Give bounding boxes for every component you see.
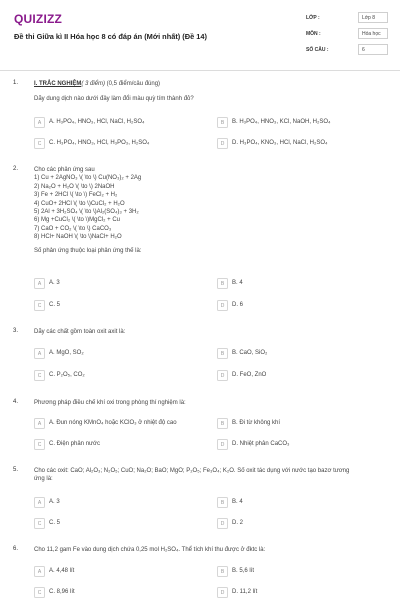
option-d[interactable] <box>217 300 367 312</box>
question-stem <box>34 328 370 336</box>
worksheet-meta <box>306 12 388 60</box>
option-a[interactable] <box>34 348 184 360</box>
option-text: B. 5,6 lít <box>232 567 255 574</box>
reaction-line: 4) CuO+ 2HCl \( \to \)CuCl₂ + H₂O <box>34 200 125 207</box>
option-d[interactable] <box>217 518 367 530</box>
option-c[interactable] <box>34 439 184 451</box>
meta-row-count <box>306 44 388 60</box>
option-b[interactable] <box>217 278 367 290</box>
option-b[interactable] <box>217 497 367 509</box>
option-b[interactable] <box>217 418 367 430</box>
option-b[interactable] <box>217 566 367 578</box>
option-letter: B <box>217 278 228 289</box>
question-number: 4. <box>13 399 19 405</box>
option-letter: D <box>217 300 228 311</box>
section-title: I. TRẮC NGHIỆM <box>34 81 82 87</box>
option-letter: B <box>217 348 228 359</box>
option-letter: B <box>217 497 228 508</box>
question-number: 2. <box>13 166 19 172</box>
option-letter: D <box>217 370 228 381</box>
option-b[interactable] <box>217 117 367 129</box>
section-note: ( 3 điểm) <box>81 81 106 87</box>
option-d[interactable] <box>217 138 367 150</box>
reaction-line: 7) CaO + CO₂ \( \to \) CaCO₃ <box>34 225 112 232</box>
option-text: C. 5 <box>49 519 61 526</box>
meta-row-subject <box>306 28 388 44</box>
option-text: D. H₃PO₄, KNO₃, HCl, NaCl, H₂SO₄ <box>232 139 328 146</box>
question-stem <box>34 399 370 407</box>
option-b[interactable] <box>217 348 367 360</box>
header-divider <box>0 70 400 71</box>
question-count-field: 6 <box>358 44 388 55</box>
question-text: Cho 11,2 gam Fe vào dung dịch chứa 0,25 mol H₂SO₄. Thể tích khí thu được ở đktc là: <box>34 547 266 553</box>
option-letter: C <box>34 518 45 529</box>
worksheet-title: Đề thi Giữa kì II Hóa học 8 có đáp án (Mới nhất) (Đề 14) <box>14 32 207 41</box>
option-a[interactable] <box>34 278 184 290</box>
option-text: B. CaO, SiO₂ <box>232 349 268 356</box>
meta-label: MÔN : <box>306 31 321 37</box>
option-a[interactable] <box>34 566 184 578</box>
reaction-line: 1) Cu + 2AgNO₃ \( \to \) Cu(NO₃)₂ + 2Ag <box>34 175 142 182</box>
option-text: A. H₃PO₄, HNO₃, HCl, NaCl, H₂SO₄ <box>49 118 145 125</box>
section-heading <box>34 80 370 88</box>
option-text: B. 4 <box>232 279 243 286</box>
option-text: A. MgO, SO₂ <box>49 349 84 356</box>
quizizz-logo: QUIZIZZ <box>14 12 63 26</box>
question-text: Dãy dung dịch nào dưới đây làm đổi màu quỳ tím thành đỏ? <box>34 96 194 103</box>
question-number: 3. <box>13 328 19 334</box>
option-c[interactable] <box>34 138 184 150</box>
question-text: Phương pháp điều chế khí oxi trong phòng thí nghiệm là: <box>34 400 186 406</box>
option-text: B. Đi từ không khí <box>232 419 281 426</box>
option-c[interactable] <box>34 370 184 382</box>
option-a[interactable] <box>34 117 184 129</box>
option-letter: C <box>34 370 45 381</box>
reaction-line: 8) HCl+ NaOH \( \to \)NaCl+ H₂O <box>34 234 122 241</box>
option-c[interactable] <box>34 300 184 312</box>
question-stem <box>34 166 370 255</box>
option-text: D. Nhiệt phân CaCO₃ <box>232 440 290 447</box>
question-number: 1. <box>13 80 19 86</box>
option-text: C. Điện phân nước <box>49 440 100 447</box>
option-d[interactable] <box>217 439 367 451</box>
option-letter: C <box>34 439 45 450</box>
option-letter: C <box>34 587 45 598</box>
option-c[interactable] <box>34 587 184 599</box>
option-text: A. 3 <box>49 498 60 505</box>
option-letter: A <box>34 566 45 577</box>
question-stem <box>34 80 370 104</box>
class-field: Lớp 8 <box>358 12 388 23</box>
worksheet-header <box>0 0 400 66</box>
option-text: C. H₃PO₄, HNO₃, HCl, H₃PO₃, H₂SO₄ <box>49 139 150 146</box>
option-letter: B <box>217 566 228 577</box>
question-number: 5. <box>13 467 19 473</box>
question-stem <box>34 546 370 554</box>
question-text: Dãy các chất gồm toàn oxit axit là: <box>34 329 126 335</box>
option-text: D. FeO, ZnO <box>232 371 267 378</box>
option-c[interactable] <box>34 518 184 530</box>
option-letter: D <box>217 587 228 598</box>
option-letter: D <box>217 439 228 450</box>
meta-label: LỚP : <box>306 15 320 21</box>
question-text: Cho các oxit: CaO; Al₂O₃; N₂O₅; CuO; Na₂O; BaO; MgO; P₂O₅; Fe₃O₄; K₂O. Số oxit tác dụng với nước tạo bazơ tương <box>34 468 350 474</box>
meta-row-class <box>306 12 388 28</box>
option-letter: B <box>217 117 228 128</box>
option-d[interactable] <box>217 370 367 382</box>
option-letter: D <box>217 518 228 529</box>
meta-label: SỐ CÂU : <box>306 47 329 53</box>
option-text: A. 4,48 lít <box>49 567 75 574</box>
option-text: D. 11,2 lít <box>232 588 258 595</box>
option-letter: A <box>34 418 45 429</box>
option-text: C. 5 <box>49 301 61 308</box>
reaction-line: 5) 2Al + 3H₂SO₄ \( \to \)Al₂(SO₄)₃ + 3H₂ <box>34 209 139 216</box>
option-text: B. H₃PO₄, HNO₃, KCl, NaOH, H₂SO₄ <box>232 118 331 125</box>
option-d[interactable] <box>217 587 367 599</box>
question-text: ứng là: <box>34 476 53 483</box>
option-letter: B <box>217 418 228 429</box>
subject-field: Hóa học <box>358 28 388 39</box>
option-letter: C <box>34 138 45 149</box>
option-a[interactable] <box>34 497 184 509</box>
option-letter: C <box>34 300 45 311</box>
option-letter: A <box>34 497 45 508</box>
option-text: D. 6 <box>232 301 244 308</box>
reaction-line: 2) Na₂O + H₂O \( \to \) 2NaOH <box>34 183 115 190</box>
question-stem <box>34 467 370 484</box>
option-letter: A <box>34 278 45 289</box>
option-text: C. 8,96 lít <box>49 588 75 595</box>
option-text: C. P₂O₅, CO₂ <box>49 371 85 378</box>
reaction-line: 6) Mg +CuCl₂ \( \to \)MgCl₂ + Cu <box>34 217 121 224</box>
option-letter: A <box>34 117 45 128</box>
option-text: D. 2 <box>232 519 244 526</box>
reaction-line: 3) Fe + 2HCl \( \to \) FeCl₂ + H₂ <box>34 192 118 199</box>
question-text: Cho các phản ứng sau <box>34 167 95 173</box>
section-suffix: (0,5 điểm/câu đúng) <box>105 81 161 87</box>
question-number: 6. <box>13 546 19 552</box>
question-text: Số phản ứng thuộc loại phản ứng thế là: <box>34 247 142 254</box>
option-text: A. 3 <box>49 279 60 286</box>
option-letter: D <box>217 138 228 149</box>
option-letter: A <box>34 348 45 359</box>
option-a[interactable] <box>34 418 184 430</box>
option-text: B. 4 <box>232 498 243 505</box>
option-text: A. Đun nóng KMnO₄ hoặc KClO₃ ở nhiệt độ cao <box>49 419 177 426</box>
